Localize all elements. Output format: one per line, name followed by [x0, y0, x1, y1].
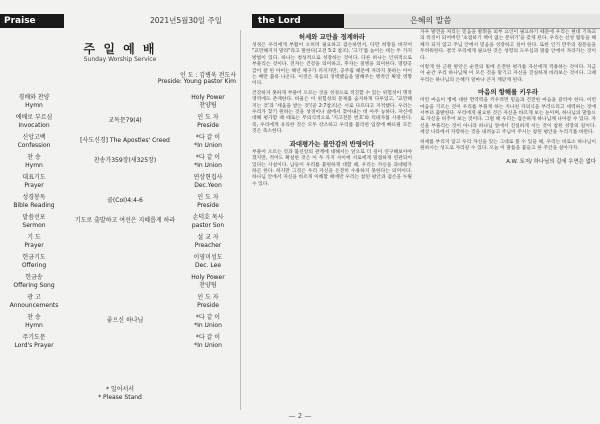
order-who-en: Preside [197, 202, 219, 209]
leader-english: Preside: Young pastor Kim [157, 78, 236, 85]
order-who: 연상현집사 [193, 174, 223, 181]
grace-column [420, 30, 596, 410]
order-name-en: Confession [17, 142, 51, 149]
order-name: 헌금기도 [22, 254, 46, 261]
order-content: 찬송가359장(새325장) [93, 157, 157, 164]
worship-subtitle: Sunday Worship Service [83, 56, 157, 63]
order-who: 이영미성도 [193, 254, 223, 261]
stand-note [0, 386, 240, 402]
order-who-en: *In Union [194, 342, 222, 349]
grace-paragraph: 미런 마음이 병에 대한 면역력을 키우려면 믿음과 건전한 마음을 갈러야 한다. 이런 마음을 기르는 것이 우리를 부풀게 하는 지나친 자의식을 부러뜨리고 세력하는 것에서부터 출발한다. 우리에게 필요한 것은 자신을 바르게 보는 눈이며, 하나님의 말씀으로 자신을 비추어 보는 것이다. 그럴 때 우리는 겸손하게 하나님께 나아갈 수 있다. 자신을 부풀리는 것이 아니라 하나님 앞에서 진실하게 서는 것이 참된 성장의 길이다. 세상 나라에서 자랑하는 것을 내려놓고 주님이 주시는 참된 평안을 누리기를 바란다. [420, 98, 596, 136]
order-name-en: Announcements [9, 302, 59, 309]
order-row [0, 214, 236, 232]
order-who-en: *In Union [194, 162, 222, 169]
order-who: *다 같 이 [195, 134, 221, 141]
order-who-en: Dec. Lee [194, 262, 222, 269]
order-content: 골(CoI)4:4-6 [107, 197, 143, 204]
lord-tag: the Lord [252, 14, 344, 28]
order-row [0, 254, 236, 272]
sermon-column [252, 30, 412, 410]
order-name-en: Prayer [24, 182, 44, 189]
order-who-en: *In Union [194, 322, 222, 329]
order-who: *다 같 이 [195, 314, 221, 321]
stand-note-ko: * 일어서서 [105, 386, 135, 393]
order-row [0, 114, 236, 132]
order-row [0, 94, 236, 112]
order-name-en: Offering [21, 262, 47, 269]
order-who: 인 도 자 [197, 194, 219, 201]
order-name-en: Lord's Prayer [14, 342, 54, 349]
order-who: 인 도 자 [197, 114, 219, 121]
order-name: 헌금송 [25, 274, 43, 281]
order-content: 교독문79(4) [108, 117, 142, 124]
order-name: 대표기도 [22, 174, 46, 181]
order-who: 손덕호 목사 [192, 214, 224, 221]
order-who-en: Preacher [194, 242, 222, 249]
sermon-paragraph: 부풀어 오르는 것과 불신앙의 관계에 대해서는 앞으로 더 깊이 연구해보아야겠지만, 적어도 확실한 것은 이 두 가지 사이에 서로에게 밀접하게 연관되어 있다는 사실이다. 남들이 우리를 불편하게 대할 때, 우리는 자신을 과대평가하곤 한다. 하지만 그것은 우리 자신을 온전히 수용하지 못한다는 의미이다. 하나님 안에서 자신을 바르게 이해할 때에만 우리는 참된 평안과 겸손을 누릴 수 있다. [252, 149, 412, 187]
grace-paragraph: 자우 발견을 처리는 믿음을 발휘을 외부 요인이 필요하기 때문에 우리는 현대 기독교의 특징이 되어버린 '초점하기 책이 없는 분위기'을 갖게 된다. 우리는 신앙 활동을 해 체가 되지 않고 주님 안에서 믿음을 성장하고 싶어 한다. 또한 인기 만주의 질문들을 두려워한다. 결국 우리에게 필요한 것은 성령의 도우심과 말씀 안에서 자라가는 것이다. [420, 30, 596, 61]
order-row [0, 314, 236, 332]
order-who: *다 같 이 [195, 154, 221, 161]
order-content: [사도신경] The Apostles' Creed [80, 137, 170, 144]
page-number: — 2 — [288, 412, 312, 420]
order-who: 설 교 자 [197, 234, 219, 241]
order-row [0, 294, 236, 312]
grace-title: 은혜의 말씀 [410, 16, 452, 25]
order-name: 찬 송 [27, 314, 41, 321]
order-who: *다 같 이 [195, 334, 221, 341]
praise-tag: Praise [0, 14, 64, 28]
order-row [0, 194, 236, 212]
order-name-en: Prayer [24, 242, 44, 249]
order-name-en: Hymn [25, 102, 43, 109]
leader-korean: 인 도 : 김병욱 전도사 [179, 72, 236, 79]
order-name: 말씀선포 [22, 214, 46, 221]
order-name: 광 고 [27, 294, 41, 301]
order-who-en: Preside [197, 302, 219, 309]
order-name-en: Sermon [22, 222, 46, 229]
sermon-paragraph: 건강하지 못하게 부풀어 오르는 것을 성경으로 적진할 수 있는 위험성이 명작 영역에도 존재한다. 바울은 이 위험성의 문제를 숨지하게 다루었고, '교만해지는 것'과 '세움을 받는 것'(골 2:7참조)은 서로 다르다고 지적했다. 우리는 우리가 찾기 원하는 것을 성경이나 삶에서 찾아내는 데 아주 능하다. 자신에 대해 평가할 때 때로는 무의식적으로 '지고전문 번호'와 티네자를 사용한다. 즉, 우리에게 유리한 것은 모두 강조하고 우리를 불리한 입장에 빠뜨릴 모든 것은 축소한다. [252, 90, 412, 135]
worship-title: 주 일 예 배 [83, 42, 157, 56]
order-row [0, 274, 236, 292]
order-name-en: Hymn [25, 162, 43, 169]
order-who: Holy Power [191, 274, 225, 281]
header-bar [0, 14, 600, 28]
grace-paragraph: 이렇게 한 근원 방안은 순전의 빛에 온전한 평가를 자신에게 적용하는 것이다. 지금 이 순간 우리 하나님께 이 모든 것을 맡기고 자신을 진실하게 바라보는 것이다. 그때 우리는 하나님의 은혜가 얼마나 큰지 깨닫게 된다. [420, 65, 596, 83]
order-row [0, 234, 236, 252]
order-name: 기 도 [27, 234, 41, 241]
order-row [0, 174, 236, 192]
order-who-en: pastor Son [191, 222, 225, 229]
order-name-en: Bible Reading [13, 202, 55, 209]
order-row [0, 154, 236, 172]
stand-note-en: * Please Stand [98, 394, 142, 401]
grace-signature: A.W. 토저/ 하나님의 길에 우연은 없다 [506, 158, 596, 165]
grace-heading: 마음의 항해를 키우라 [477, 88, 538, 97]
order-who: Holy Power [191, 94, 225, 101]
order-who-en: 찬양팀 [199, 102, 217, 109]
order-name-en: Invocation [18, 122, 50, 129]
order-name: 성경봉독 [22, 194, 46, 201]
worship-order-panel [0, 30, 241, 410]
sermon-paragraph: 성경은 우리에게 부활이 오히려 필요하고 겸손하면서, 다만 희망을 바꾸어 "교만해지지 말라"라고 말한다(고전 5:2 참조). '크기'를 높이는 데는 두 가지 방법이 있다. 하나는 청성적으로 성장하는 것이다. 다른 하나는 인위적으로 부풀리는 것이다. 전자는 건강을 의미하고, 후자는 질병을 의미한다. 열량공급이 잘 된 아이는 해년 체구가 커지지만, 공주림 때문에 자라지 못하는 아이는 배만 불룩 나온다. 이것은 죽음의 징벽했음을 말해주는 병적인 확장 영향이다. [252, 43, 412, 87]
grace-title-bar [344, 14, 600, 29]
order-content: 좋으신 하나님 [106, 317, 144, 324]
grace-paragraph: 허세를 부리지 않고 우리 자신을 있는 그대로 볼 수 있을 때, 우리는 비로소 하나님이 원하시는 성도로 자라갈 수 있다. 오늘 이 말씀을 붙들고 한 주간을 살아가자. [420, 139, 596, 152]
order-name: 찬 송 [27, 154, 41, 161]
order-name-en: Hymn [25, 322, 43, 329]
order-row [0, 134, 236, 152]
order-name: 예배로 부르심 [15, 114, 53, 121]
order-who: 인 도 자 [197, 294, 219, 301]
service-date: 2021년5월30일 주일 [150, 16, 223, 25]
order-who-en: *In Union [194, 142, 222, 149]
order-who-en: Preside [197, 122, 219, 129]
order-name: 신앙고백 [22, 134, 46, 141]
sermon-heading-1: 허세와 교만을 경계하라 [298, 33, 366, 41]
order-content: 기도로 출발하고 여선은 지혜롭게 하라 [74, 217, 176, 224]
sermon-heading-2: 과대평가는 불안감의 반영이다 [289, 139, 375, 148]
order-who-en: 찬양팀 [199, 282, 217, 289]
order-row [0, 334, 236, 352]
order-name-en: Offering Song [13, 282, 55, 289]
order-name: 주기도문 [22, 334, 46, 341]
order-who-en: Dec.Yeon [194, 182, 222, 189]
order-name: 경배와 찬양 [18, 94, 50, 101]
